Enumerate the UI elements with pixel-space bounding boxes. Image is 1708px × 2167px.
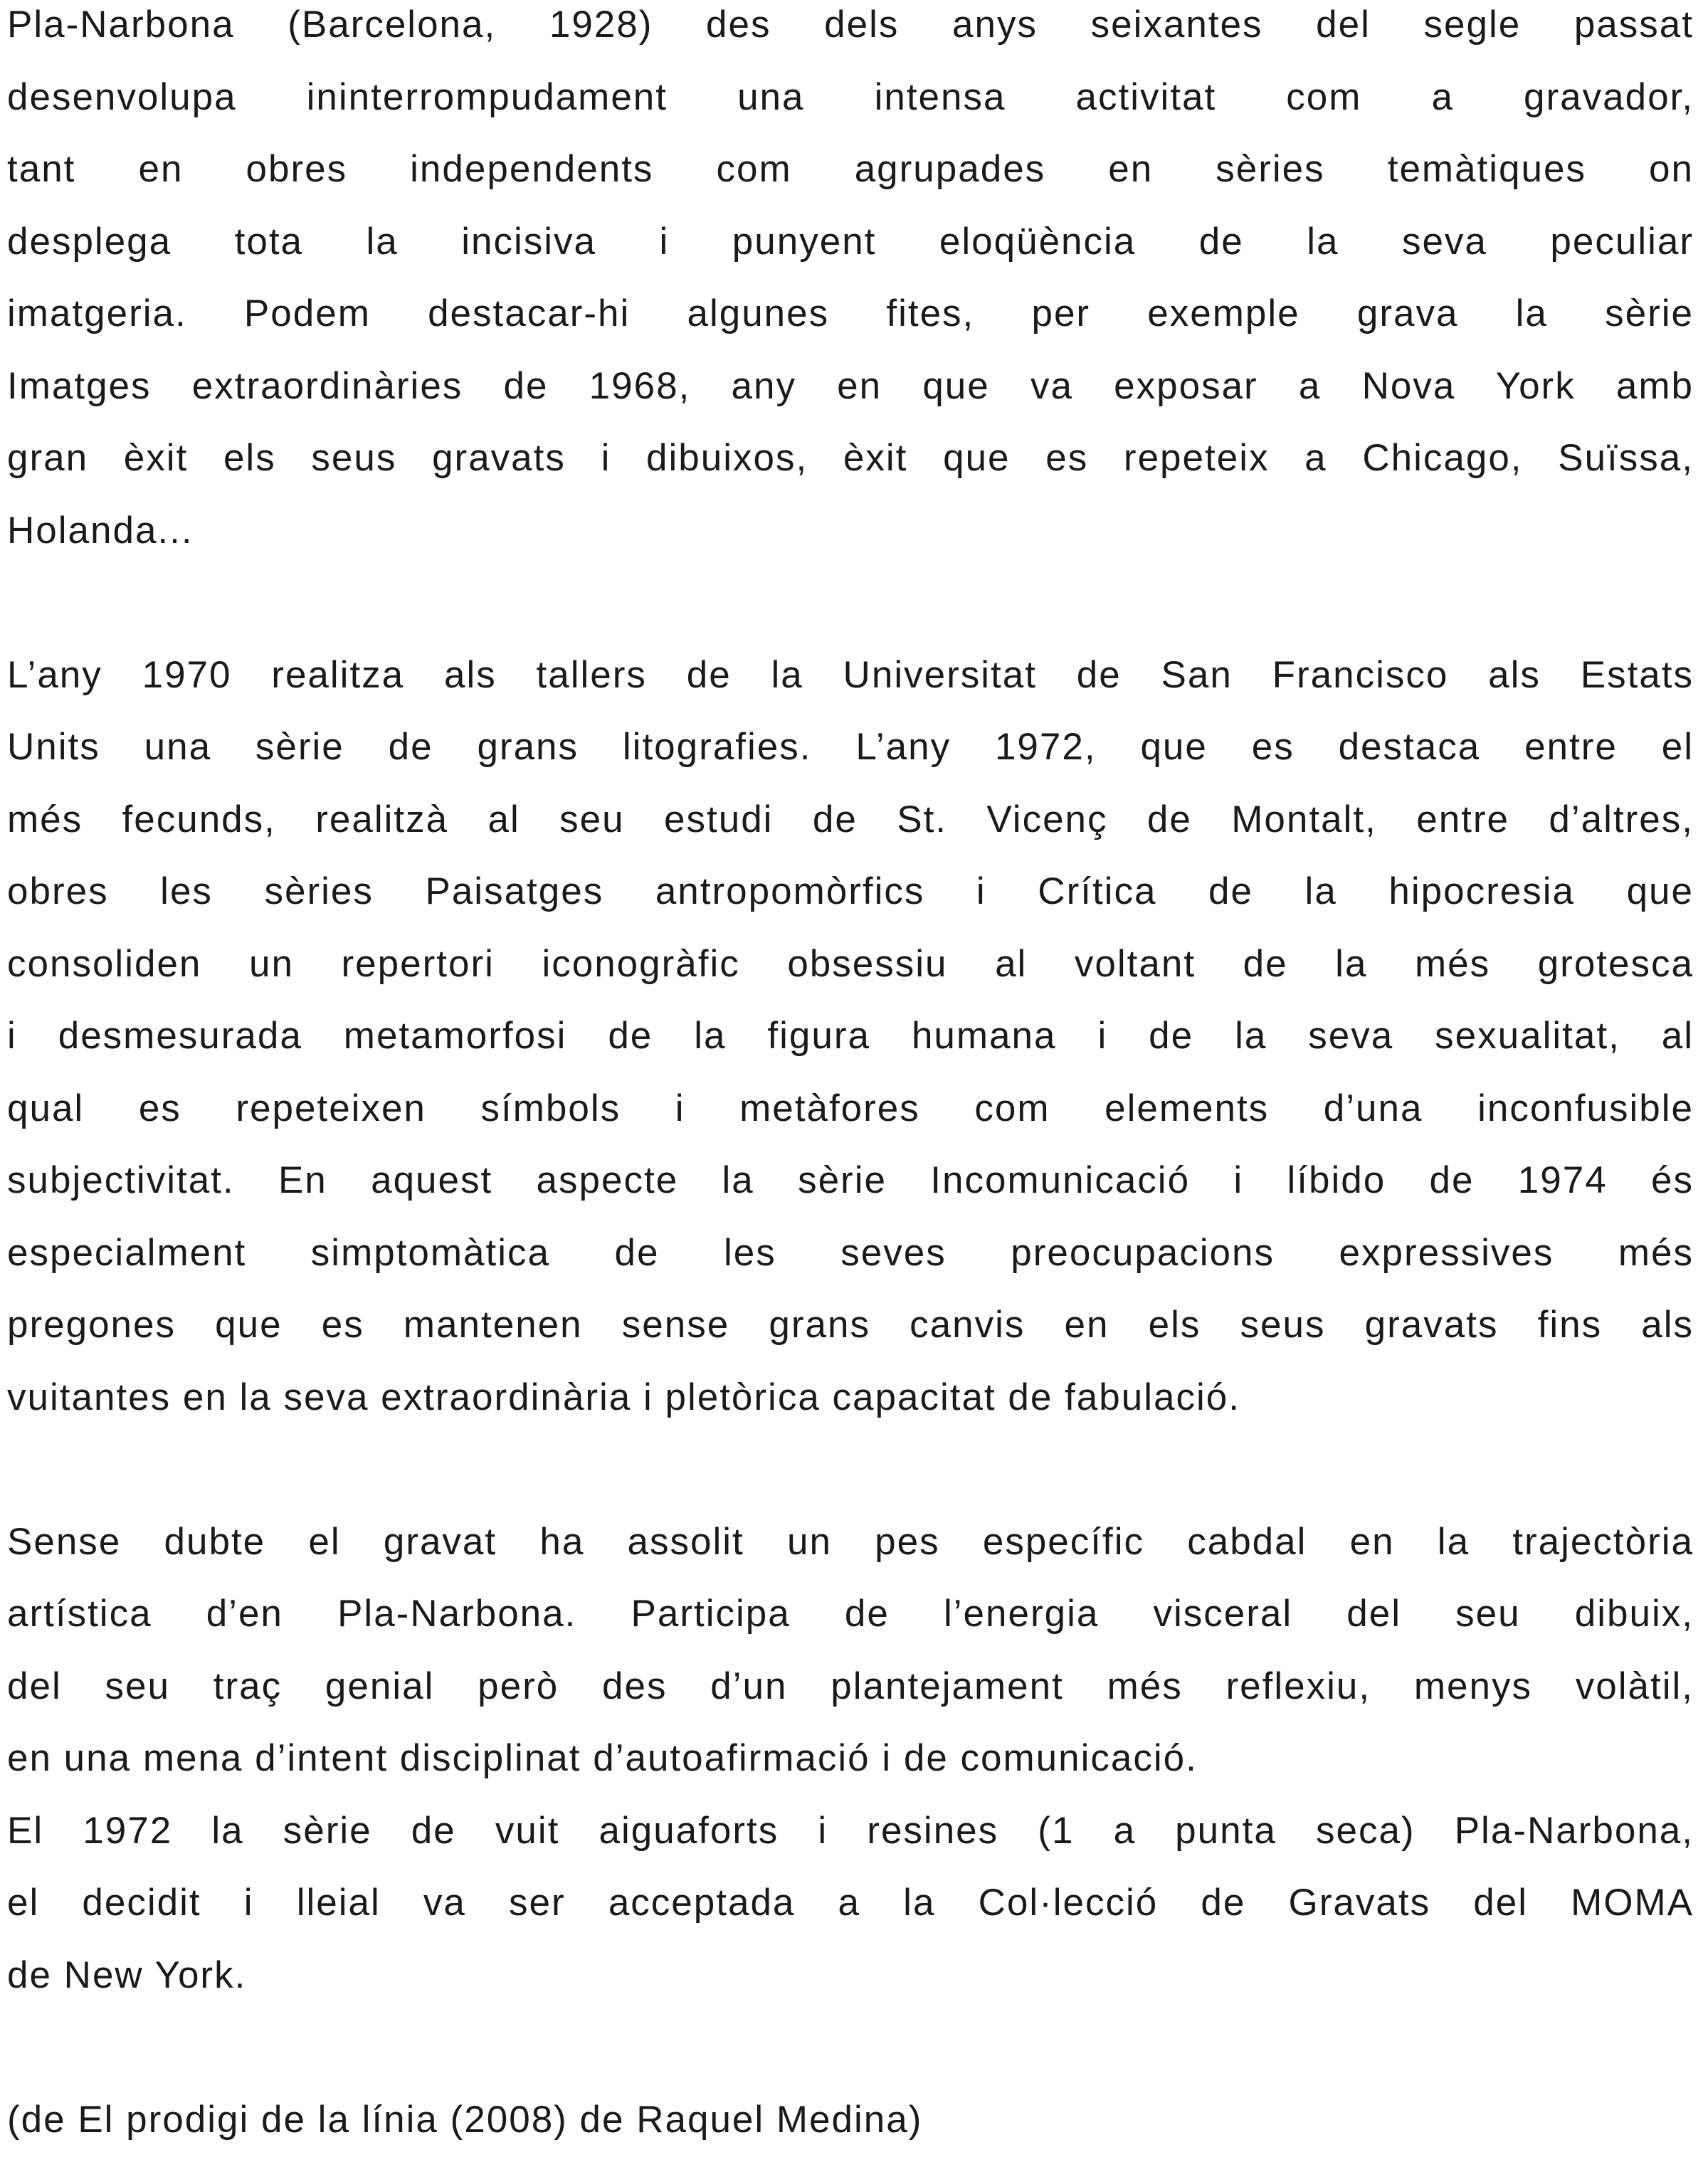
text-line: Units una sèrie de grans litografies. L’any 1972, que es destaca entre el xyxy=(7,722,1694,795)
citation xyxy=(7,2095,1694,2167)
paragraph-spacer xyxy=(7,1445,1694,1517)
text-line: vuitantes en la seva extraordinària i pletòrica capacitat de fabulació. xyxy=(7,1373,1694,1445)
text-line: desplega tota la incisiva i punyent eloqüència de la seva peculiar xyxy=(7,217,1694,290)
text-line: el decidit i lleial va ser acceptada a la Col·lecció de Gravats del MOMA xyxy=(7,1878,1694,1951)
text-line: Holanda... xyxy=(7,506,1694,579)
text-line: pregones que es mantenen sense grans canvis en els seus gravats fins als xyxy=(7,1300,1694,1373)
text-line: gran èxit els seus gravats i dibuixos, èxit que es repeteix a Chicago, Suïssa, xyxy=(7,433,1694,506)
paragraph-1970s xyxy=(7,650,1694,1445)
document-page xyxy=(7,0,1694,2167)
text-line: El 1972 la sèrie de vuit aiguaforts i resines (1 a punta seca) Pla-Narbona, xyxy=(7,1806,1694,1879)
text-line: de New York. xyxy=(7,1951,1694,2023)
text-line: consoliden un repertori iconogràfic obsessiu al voltant de la més grotesca xyxy=(7,939,1694,1012)
paragraph-spacer xyxy=(7,2023,1694,2095)
text-line: Imatges extraordinàries de 1968, any en que va exposar a Nova York amb xyxy=(7,362,1694,434)
paragraph-engraving xyxy=(7,1517,1694,2023)
text-line: imatgeria. Podem destacar-hi algunes fites, per exemple grava la sèrie xyxy=(7,289,1694,362)
text-line: tant en obres independents com agrupades en sèries temàtiques on xyxy=(7,144,1694,217)
text-line: del seu traç genial però des d’un plantejament més reflexiu, menys volàtil, xyxy=(7,1662,1694,1734)
text-line: desenvolupa ininterrompudament una intensa activitat com a gravador, xyxy=(7,73,1694,145)
text-line: obres les sèries Paisatges antropomòrfics i Crítica de la hipocresia que xyxy=(7,867,1694,939)
text-line: més fecunds, realitzà al seu estudi de St. Vicenç de Montalt, entre d’altres, xyxy=(7,795,1694,868)
paragraph-spacer xyxy=(7,578,1694,650)
paragraph-intro xyxy=(7,0,1694,578)
text-line: subjectivitat. En aquest aspecte la sèrie Incomunicació i líbido de 1974 és xyxy=(7,1156,1694,1228)
text-line: Pla-Narbona (Barcelona, 1928) des dels anys seixantes del segle passat xyxy=(7,0,1694,73)
citation-text: (de El prodigi de la línia (2008) de Raquel Medina) xyxy=(7,2095,1694,2167)
text-line: qual es repeteixen símbols i metàfores com elements d’una inconfusible xyxy=(7,1084,1694,1156)
text-line: Sense dubte el gravat ha assolit un pes específic cabdal en la trajectòria xyxy=(7,1517,1694,1590)
text-line: L’any 1970 realitza als tallers de la Universitat de San Francisco als Estats xyxy=(7,650,1694,723)
text-line: artística d’en Pla-Narbona. Participa de l’energia visceral del seu dibuix, xyxy=(7,1589,1694,1662)
text-line: especialment simptomàtica de les seves preocupacions expressives més xyxy=(7,1228,1694,1301)
text-line: i desmesurada metamorfosi de la figura humana i de la seva sexualitat, al xyxy=(7,1011,1694,1084)
text-line: en una mena d’intent disciplinat d’autoafirmació i de comunicació. xyxy=(7,1734,1694,1806)
